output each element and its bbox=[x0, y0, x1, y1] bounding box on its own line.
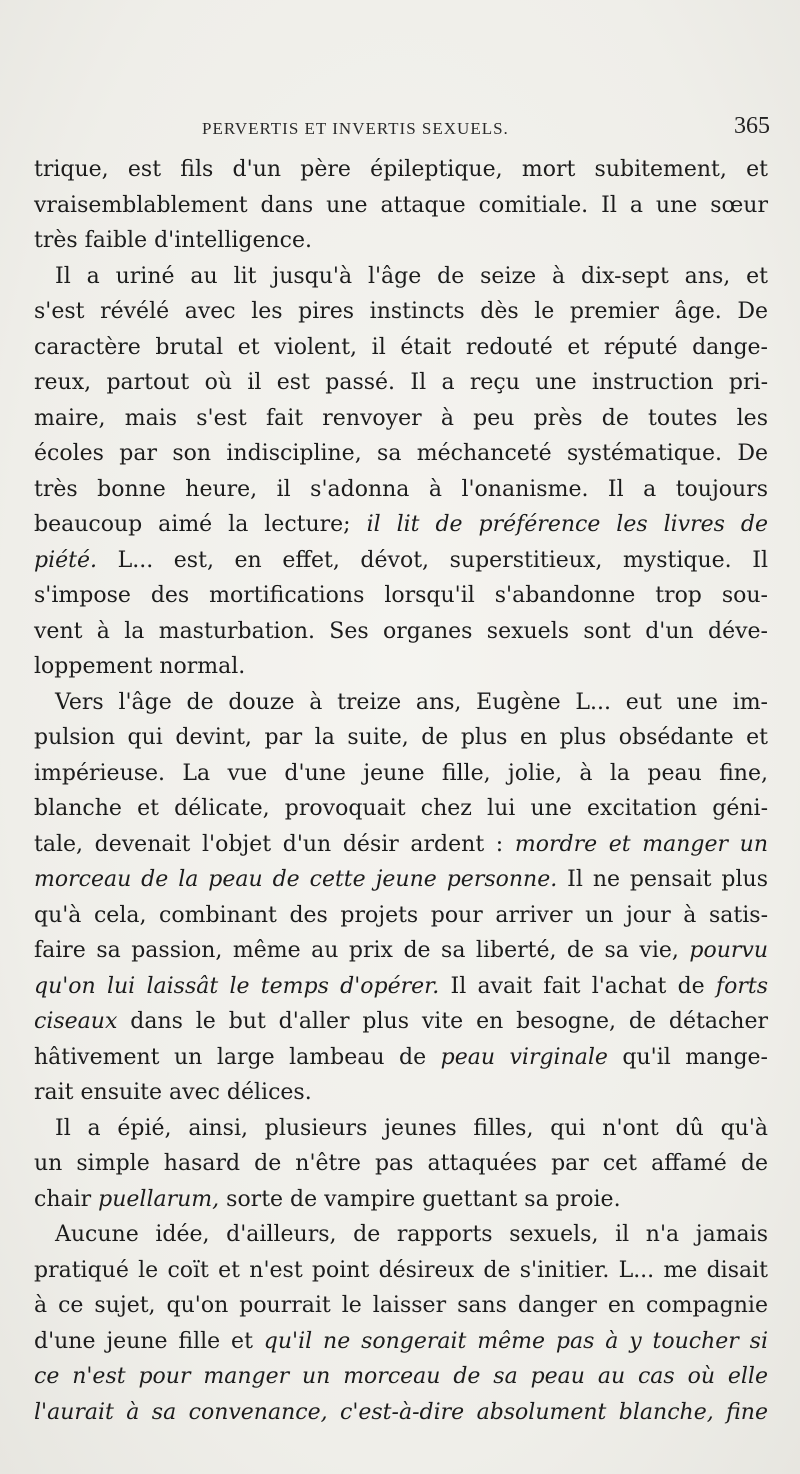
italic-text: morceau de la peau de cette jeune personne. bbox=[34, 867, 558, 892]
text-segment: vent à la masturbation. Ses organes sexuels sont d'un déve- bbox=[34, 618, 768, 644]
text-segment: Il a épié, ainsi, plusieurs jeunes filles, qui n'ont dû qu'à bbox=[55, 1115, 768, 1141]
text-segment: tale, devenait l'objet d'un désir ardent : bbox=[34, 831, 515, 857]
text-line bbox=[34, 294, 768, 330]
text-line bbox=[34, 472, 768, 508]
text-line bbox=[34, 1359, 768, 1395]
text-segment: Il a uriné au lit jusqu'à l'âge de seize à dix-sept ans, et bbox=[55, 263, 768, 289]
text-line bbox=[34, 791, 768, 827]
text-segment: Vers l'âge de douze à treize ans, Eugène L... eut une im- bbox=[55, 689, 768, 715]
text-line bbox=[34, 578, 768, 614]
text-segment: s'impose des mortifications lorsqu'il s'abandonne trop sou- bbox=[34, 583, 768, 608]
italic-text: mordre et manger un bbox=[514, 831, 769, 857]
text-line bbox=[34, 507, 768, 543]
text-line bbox=[34, 1075, 768, 1111]
italic-text: ce n'est pour manger un morceau de sa peau au cas où elle bbox=[34, 1364, 768, 1389]
text-line bbox=[34, 1395, 768, 1431]
page-number: 365 bbox=[734, 113, 770, 139]
text-line bbox=[34, 969, 768, 1005]
text-line bbox=[34, 756, 768, 792]
text-line bbox=[34, 827, 768, 863]
text-line bbox=[34, 649, 768, 685]
italic-text: il lit de préférence les livres de bbox=[366, 512, 768, 537]
text-line bbox=[34, 614, 768, 650]
text-segment: trique, est fils d'un père épileptique, mort subitement, et bbox=[34, 157, 768, 182]
text-segment: pulsion qui devint, par la suite, de plus en plus obsédante et bbox=[34, 725, 768, 750]
text-segment: pratiqué le coït et n'est point désireux de s'initier. L... me disait bbox=[34, 1257, 768, 1283]
text-line bbox=[34, 1253, 768, 1289]
running-title: PERVERTIS ET INVERTIS SEXUELS. bbox=[202, 119, 509, 138]
text-segment: L... est, en effet, dévot, superstitieux, mystique. Il bbox=[97, 547, 768, 573]
text-segment: s'est révélé avec les pires instincts dès le premier âge. De bbox=[34, 299, 768, 324]
text-segment: qu'il mange- bbox=[607, 1044, 768, 1070]
italic-text: qu'il ne songerait même pas à y toucher si bbox=[263, 1328, 768, 1354]
italic-text: qu'on lui laissât le temps d'opérer. bbox=[34, 973, 440, 999]
text-segment: maire, mais s'est fait renvoyer à peu près de toutes les bbox=[34, 405, 768, 431]
text-line bbox=[34, 188, 768, 224]
text-segment: Aucune idée, d'ailleurs, de rapports sexuels, il n'a jamais bbox=[55, 1222, 768, 1247]
text-line bbox=[34, 401, 768, 437]
text-segment: très bonne heure, il s'adonna à l'onanisme. Il a toujours bbox=[34, 476, 768, 502]
text-segment: loppement normal. bbox=[34, 654, 246, 679]
text-line bbox=[34, 223, 768, 259]
text-segment: d'une jeune fille et bbox=[34, 1328, 264, 1354]
text-segment: reux, partout où il est passé. Il a reçu une instruction pri- bbox=[34, 370, 768, 395]
text-line bbox=[34, 1146, 768, 1182]
text-line bbox=[34, 862, 768, 898]
text-line bbox=[34, 720, 768, 756]
text-segment: sorte de vampire guettant sa proie. bbox=[219, 1186, 621, 1212]
italic-text: pourvu bbox=[689, 938, 768, 963]
text-line bbox=[34, 1040, 768, 1076]
text-line bbox=[34, 1004, 768, 1040]
text-segment: à ce sujet, qu'on pourrait le laisser sans danger en compagnie bbox=[34, 1293, 768, 1318]
text-line bbox=[34, 1324, 768, 1360]
text-segment: rait ensuite avec délices. bbox=[34, 1080, 312, 1105]
page-header bbox=[34, 113, 770, 143]
text-line bbox=[34, 436, 768, 472]
body-text bbox=[34, 152, 768, 1430]
text-segment: caractère brutal et violent, il était redouté et réputé dange- bbox=[34, 334, 768, 360]
text-line bbox=[34, 543, 768, 579]
text-line bbox=[34, 933, 768, 969]
text-segment: très faible d'intelligence. bbox=[34, 228, 312, 253]
text-segment: chair bbox=[34, 1186, 99, 1212]
text-line bbox=[34, 898, 768, 934]
text-line bbox=[34, 1111, 768, 1147]
text-segment: vraisemblablement dans une attaque comitiale. Il a une sœur bbox=[34, 192, 768, 218]
italic-text: puellarum, bbox=[98, 1186, 220, 1212]
text-segment: dans le but d'aller plus vite en besogne, de détacher bbox=[117, 1009, 768, 1034]
italic-text: forts bbox=[715, 973, 769, 999]
text-line bbox=[34, 685, 768, 721]
text-segment: hâtivement un large lambeau de bbox=[34, 1044, 441, 1070]
text-line bbox=[34, 1182, 768, 1218]
italic-text: l'aurait à sa convenance, c'est-à-dire absolument blanche, fine bbox=[34, 1399, 768, 1425]
italic-text: ciseaux bbox=[34, 1009, 118, 1034]
text-line bbox=[34, 365, 768, 401]
text-segment: écoles par son indiscipline, sa méchanceté systématique. De bbox=[34, 441, 768, 466]
italic-text: piété. bbox=[34, 547, 97, 573]
text-line bbox=[34, 1288, 768, 1324]
text-segment: un simple hasard de n'être pas attaquées par cet affamé de bbox=[34, 1151, 768, 1176]
text-segment: beaucoup aimé la lecture; bbox=[34, 512, 367, 537]
text-line bbox=[34, 259, 768, 295]
text-segment: impérieuse. La vue d'une jeune fille, jolie, à la peau fine, bbox=[34, 760, 768, 786]
text-line bbox=[34, 152, 768, 188]
text-segment: faire sa passion, même au prix de sa liberté, de sa vie, bbox=[34, 938, 690, 963]
text-segment: Il ne pensait plus bbox=[557, 867, 768, 892]
text-line bbox=[34, 1217, 768, 1253]
text-segment: Il avait fait l'achat de bbox=[439, 973, 716, 999]
italic-text: peau virginale bbox=[440, 1044, 608, 1070]
text-line bbox=[34, 330, 768, 366]
text-segment: qu'à cela, combinant des projets pour arriver un jour à satis- bbox=[34, 902, 768, 928]
text-segment: blanche et délicate, provoquait chez lui une excitation géni- bbox=[34, 796, 768, 821]
